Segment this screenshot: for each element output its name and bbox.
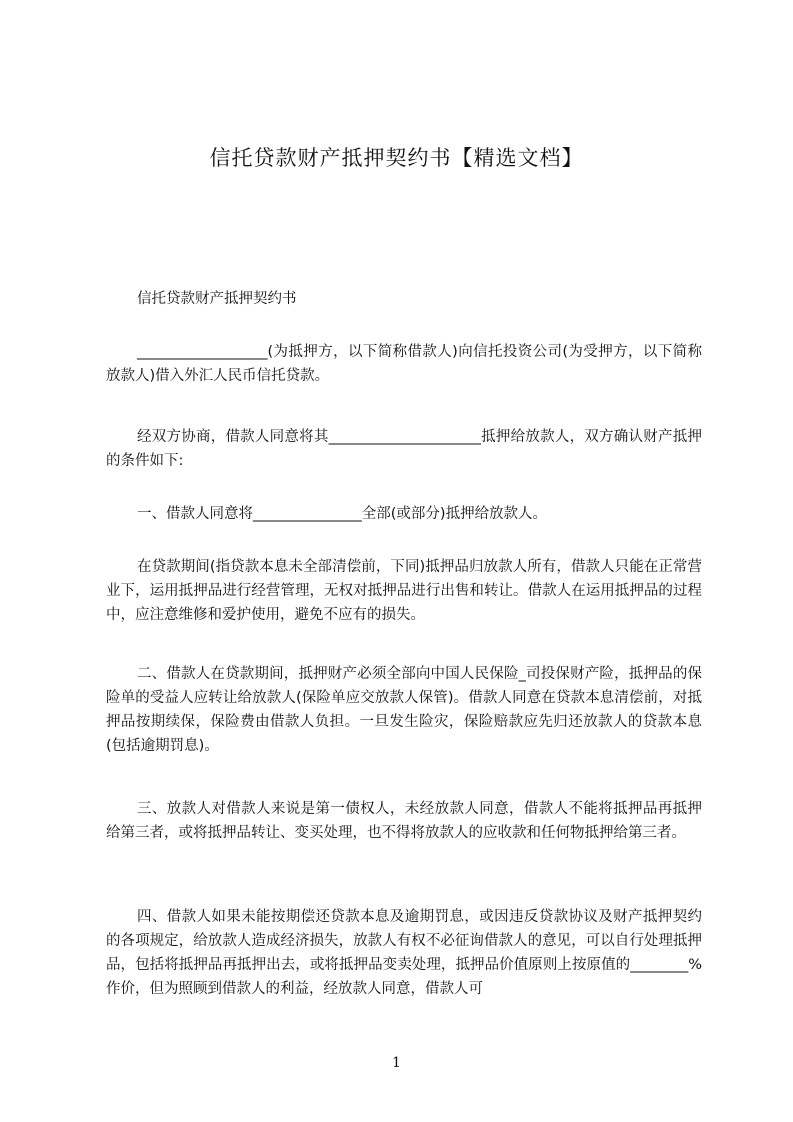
clause-1: 一、借款人同意将_______________全部(或部分)抵押给放款人。: [137, 506, 548, 522]
paragraph-parties: __________________(为抵押方，以下简称借款人)向信托投资公司(为受押方，以下简称放款人)借入外汇人民币信托贷款。: [106, 344, 702, 384]
contract-subtitle: 信托贷款财产抵押契约书: [137, 291, 297, 307]
clause-2: 二、借款人在贷款期间，抵押财产必须全部向中国人民保险_司投保财产险，抵押品的保险单的受益人应转让给放款人(保险单应交放款人保管)。借款人同意在贷款本息清偿前，对抵押品按期续保，保险费由借款人负担。一旦发生险灾，保险赔款应先归还放款人的贷款本息(包括逾期罚息)。: [106, 666, 702, 754]
paragraph-loan-period: 在贷款期间(指贷款本息未全部清偿前，下同)抵押品归放款人所有，借款人只能在正常营业下，运用抵押品进行经营管理，无权对抵押品进行出售和转让。借款人在运用抵押品的过程中，应注意维修和爱护使用，避免不应有的损失。: [106, 559, 702, 623]
clause-3: 三、放款人对借款人来说是第一债权人，未经放款人同意，借款人不能将抵押品再抵押给第三者，或将抵押品转让、变买处理，也不得将放款人的应收款和任何物抵押给第三者。: [106, 801, 702, 841]
page-number: 1: [392, 1055, 401, 1071]
document-title: 信托贷款财产抵押契约书【精选文档】: [209, 146, 584, 170]
clause-4: 四、借款人如果未能按期偿还贷款本息及逾期罚息，或因违反贷款协议及财产抵押契约的各项规定，给放款人造成经济损失，放款人有权不必征询借款人的意见，可以自行处理抵押品，包括将抵押品再抵押出去，或将抵押品变卖处理，抵押品价值原则上按原值的________%作价，但为照顾到借款人的利益，经放款人同意，借款人可: [106, 909, 702, 997]
paragraph-agreement: 经双方协商，借款人同意将其_____________________抵押给放款人，双方确认财产抵押的条件如下:: [106, 429, 702, 469]
